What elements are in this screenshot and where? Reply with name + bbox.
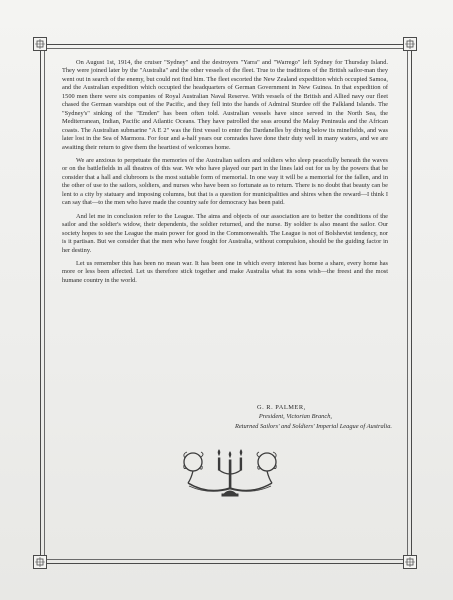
paragraph-fleet-history: On August 1st, 1914, the cruiser "Sydney" and the destroyers "Yarra" and "Warrego" left Sydney for Thursday Island. They were joined later by the "Australia" and the other vessels of the fleet. True to the traditions of the British sailor-man they went out in search of the enemy, but could not find him. The fleet escorted the New Zealand expedition which occupied Samoa, and the Australian expedition which occupied the headquarters of German Government in New Guinea. In that expedition of 1500 men there were six companies of Royal Australian Naval Reserve. With vessels of the British and Allied navy our fleet chased the German warships out of the Pacific, and they fell into the hands of Admiral Sturdee off the Falkland Islands. The "Sydney's" sinking of the "Emden" has been often told. Australian vessels have since served in the North Sea, the Mediterranean, Indian, Pacific and Atlantic Oceans. They have patrolled the seas around the Malay Peninsula and the African coasts. The Australian submarine "A E 2" was the first vessel to enter the Dardanelles by diving below its minefields, and was later lost in the Sea of Marmora. For four and a-half years our comrades have done their duty well in many waters, and we are awaiting their return to give them the heartiest of welcomes home. xyxy=(62,59,388,151)
signatory-title: President, Victorian Branch, xyxy=(258,413,332,421)
corner-ornament-icon xyxy=(33,555,47,569)
paragraph-conclusion: Let us remember this has been no mean war. It has been one in which every interest has borne a share, every home has more or less been affected. Let us therefore stick together and make Australia what its sons wish—the freest and the most humane country in the world. xyxy=(62,259,388,284)
paragraph-memorial: We are anxious to perpetuate the memories of the Australian sailors and soldiers who sleep peacefully beneath the waves or on the battlefields in all theatres of this war. We who have played our part in the lines laid out for us by the powers that be consider that a hall and clubroom is the most suitable form of memorial. In one way it will be a memorial for the fallen, and in the other of use to the sailors, soldiers, and nurses who have been so fortunate as to return. There is no doubt that beauty can be lent to a city by statuary and imposing columns, but that is a question for municipalities and shires when the reward—I think I can say that—to the men who have made the country safe for democracy has been paid. xyxy=(62,156,388,207)
signatory-name: G. R. PALMER, xyxy=(257,404,306,411)
corner-ornament-icon xyxy=(403,37,417,51)
signatory-organization: Returned Sailors' and Soldiers' Imperial League of Australia. xyxy=(234,422,392,430)
letter-body xyxy=(62,59,388,290)
wreath-candelabra-ornament xyxy=(175,446,285,502)
paragraph-league: And let me in conclusion refer to the League. The aims and objects of our association are to better the conditions of the sailor and the soldier's widow, their dependents, the soldier returned, and the nurse. By soldier is also meant the sailor. Our society hopes to see the League the main power for good in the Commonwealth. The League is not of Bolshevist tendency, nor is it partisan. But we consider that the men who have fought for Australia, without compulsion, should be the guiding factor in her destiny. xyxy=(62,212,388,254)
corner-ornament-icon xyxy=(403,555,417,569)
corner-ornament-icon xyxy=(33,37,47,51)
signature-block xyxy=(62,403,392,431)
